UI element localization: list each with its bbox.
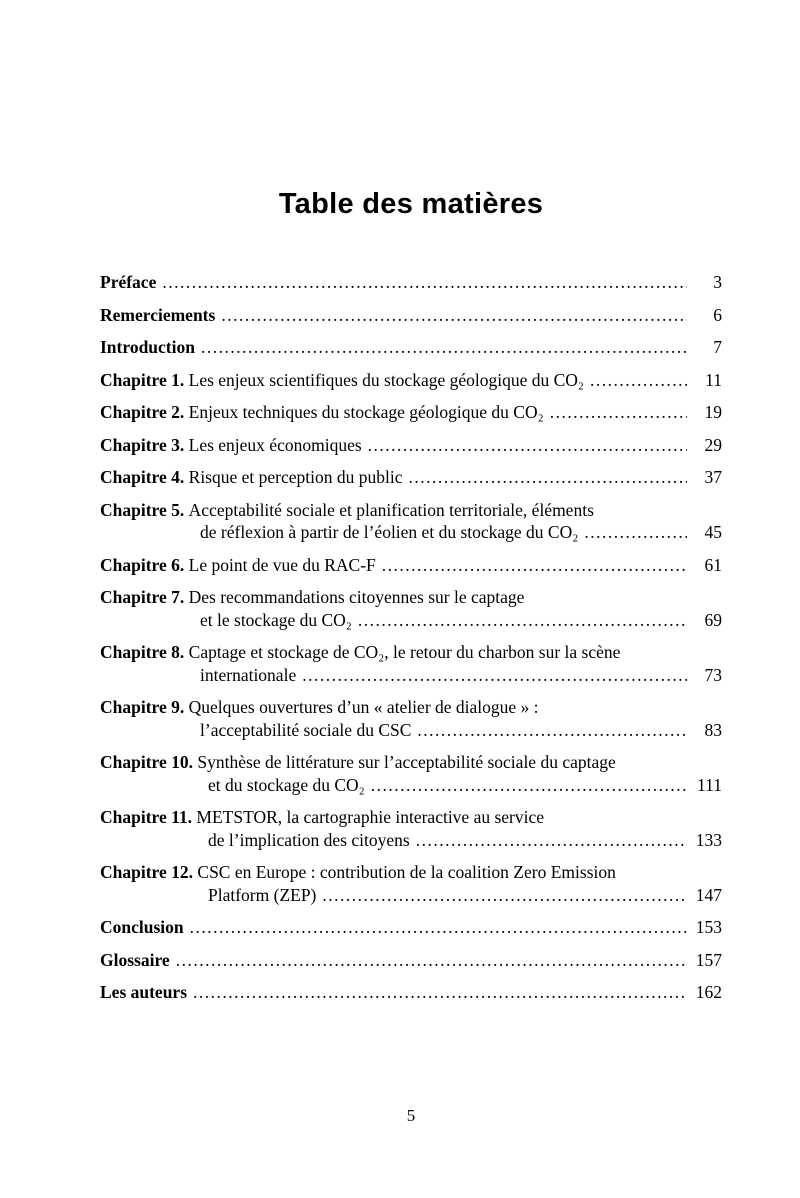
entry-page-number: 157 xyxy=(695,949,722,970)
toc-entry xyxy=(100,949,722,972)
dot-leader xyxy=(368,434,687,457)
entry-page-number: 45 xyxy=(704,522,722,543)
entry-label: Les auteurs xyxy=(100,982,188,1003)
dot-leader xyxy=(221,304,687,327)
toc-entry xyxy=(100,861,722,906)
dot-leader xyxy=(176,949,687,972)
entry-page-number: 37 xyxy=(704,467,722,488)
toc-line xyxy=(100,884,722,907)
dot-leader xyxy=(382,554,687,577)
entry-page-number: 29 xyxy=(704,434,722,455)
toc-line xyxy=(100,609,722,632)
dot-leader xyxy=(322,884,687,907)
toc-line xyxy=(100,271,722,294)
toc-entry xyxy=(100,304,722,327)
toc-entry xyxy=(100,554,722,577)
entry-title: Enjeux techniques du stockage géologique du CO₂ xyxy=(184,402,544,423)
toc-line xyxy=(100,641,722,664)
entry-page-number: 6 xyxy=(713,304,722,325)
entry-label: Chapitre 3. xyxy=(100,434,185,455)
entry-label: Chapitre 6. xyxy=(100,554,185,575)
entry-title: Risque et perception du public xyxy=(184,467,403,488)
dot-leader xyxy=(416,829,687,852)
entry-title: Captage et stockage de CO₂, le retour du charbon sur la scène xyxy=(184,642,621,663)
entry-title: Le point de vue du RAC-F xyxy=(184,554,376,575)
toc-entry xyxy=(100,751,722,796)
toc-line xyxy=(100,916,722,939)
entry-title-continued: internationale xyxy=(200,664,297,685)
toc-entry xyxy=(100,434,722,457)
entry-page-number: 133 xyxy=(695,829,722,850)
page-footer xyxy=(100,1106,722,1126)
toc-line xyxy=(100,806,722,829)
dot-leader xyxy=(417,719,687,742)
entry-label: Glossaire xyxy=(100,949,170,970)
toc-line xyxy=(100,861,722,884)
entry-label: Chapitre 8. xyxy=(100,642,185,663)
dot-leader xyxy=(408,466,687,489)
entry-title-continued: de réflexion à partir de l’éolien et du stockage du CO₂ xyxy=(200,522,579,543)
toc-line xyxy=(100,829,722,852)
toc-entry xyxy=(100,696,722,741)
entry-label: Préface xyxy=(100,272,157,293)
entry-title: Des recommandations citoyennes sur le captage xyxy=(184,587,525,608)
entry-label: Conclusion xyxy=(100,917,184,938)
entry-page-number: 83 xyxy=(704,719,722,740)
toc-line xyxy=(100,336,722,359)
toc-line xyxy=(100,304,722,327)
entry-title-continued: l’acceptabilité sociale du CSC xyxy=(200,719,412,740)
toc-entry xyxy=(100,336,722,359)
toc-entry xyxy=(100,369,722,392)
toc-line xyxy=(100,751,722,774)
toc-entry xyxy=(100,641,722,686)
entry-page-number: 11 xyxy=(705,369,722,390)
toc-entry xyxy=(100,401,722,424)
dot-leader xyxy=(590,369,687,392)
dot-leader xyxy=(193,981,687,1004)
entry-page-number: 7 xyxy=(713,337,722,358)
entry-label: Chapitre 9. xyxy=(100,697,185,718)
toc-list xyxy=(100,271,722,1004)
entry-page-number: 73 xyxy=(704,664,722,685)
toc-line xyxy=(100,981,722,1004)
entry-title-continued: de l’implication des citoyens xyxy=(208,829,410,850)
toc-entry xyxy=(100,586,722,631)
entry-label: Chapitre 12. xyxy=(100,862,194,883)
dot-leader xyxy=(201,336,687,359)
toc-line xyxy=(100,401,722,424)
toc-line xyxy=(100,719,722,742)
dot-leader xyxy=(584,521,687,544)
entry-title-continued: et le stockage du CO₂ xyxy=(200,609,352,630)
entry-title: Les enjeux scientifiques du stockage géologique du CO₂ xyxy=(184,369,585,390)
toc-line xyxy=(100,369,722,392)
dot-leader xyxy=(371,774,687,797)
entry-title: Quelques ouvertures d’un « atelier de dialogue » : xyxy=(184,697,539,718)
toc-line xyxy=(100,499,722,522)
dot-leader xyxy=(190,916,687,939)
entry-label: Introduction xyxy=(100,337,195,358)
entry-page-number: 153 xyxy=(695,917,722,938)
dot-leader xyxy=(358,609,687,632)
entry-label: Remerciements xyxy=(100,304,216,325)
entry-title-continued: et du stockage du CO₂ xyxy=(208,774,365,795)
entry-page-number: 3 xyxy=(713,272,722,293)
dot-leader xyxy=(162,271,687,294)
table-of-contents-page xyxy=(100,0,722,1004)
entry-label: Chapitre 2. xyxy=(100,402,185,423)
entry-page-number: 69 xyxy=(704,609,722,630)
page-title: Table des matières xyxy=(278,188,544,220)
entry-label: Chapitre 5. xyxy=(100,499,185,520)
entry-page-number: 19 xyxy=(704,402,722,423)
entry-label: Chapitre 1. xyxy=(100,369,185,390)
toc-line xyxy=(100,774,722,797)
entry-page-number: 111 xyxy=(697,774,722,795)
entry-title: Les enjeux économiques xyxy=(184,434,362,455)
toc-entry xyxy=(100,806,722,851)
entry-title: Acceptabilité sociale et planification territoriale, éléments xyxy=(184,499,594,520)
toc-line xyxy=(100,949,722,972)
entry-title: CSC en Europe : contribution de la coalition Zero Emission xyxy=(193,862,616,883)
toc-line xyxy=(100,434,722,457)
page-number: 5 xyxy=(406,1106,416,1125)
toc-entry xyxy=(100,271,722,294)
entry-label: Chapitre 10. xyxy=(100,752,194,773)
dot-leader xyxy=(302,664,687,687)
toc-entry xyxy=(100,916,722,939)
entry-title-continued: Platform (ZEP) xyxy=(208,884,317,905)
toc-line xyxy=(100,554,722,577)
entry-label: Chapitre 4. xyxy=(100,467,185,488)
toc-line xyxy=(100,466,722,489)
entry-page-number: 61 xyxy=(704,554,722,575)
entry-title: METSTOR, la cartographie interactive au service xyxy=(192,807,545,828)
entry-page-number: 162 xyxy=(695,982,722,1003)
toc-entry xyxy=(100,466,722,489)
toc-line xyxy=(100,696,722,719)
entry-label: Chapitre 7. xyxy=(100,587,185,608)
toc-entry xyxy=(100,981,722,1004)
entry-label: Chapitre 11. xyxy=(100,807,193,828)
toc-line xyxy=(100,521,722,544)
toc-line xyxy=(100,664,722,687)
entry-page-number: 147 xyxy=(695,884,722,905)
toc-entry xyxy=(100,499,722,544)
entry-title: Synthèse de littérature sur l’acceptabilité sociale du captage xyxy=(193,752,616,773)
toc-line xyxy=(100,586,722,609)
dot-leader xyxy=(550,401,687,424)
